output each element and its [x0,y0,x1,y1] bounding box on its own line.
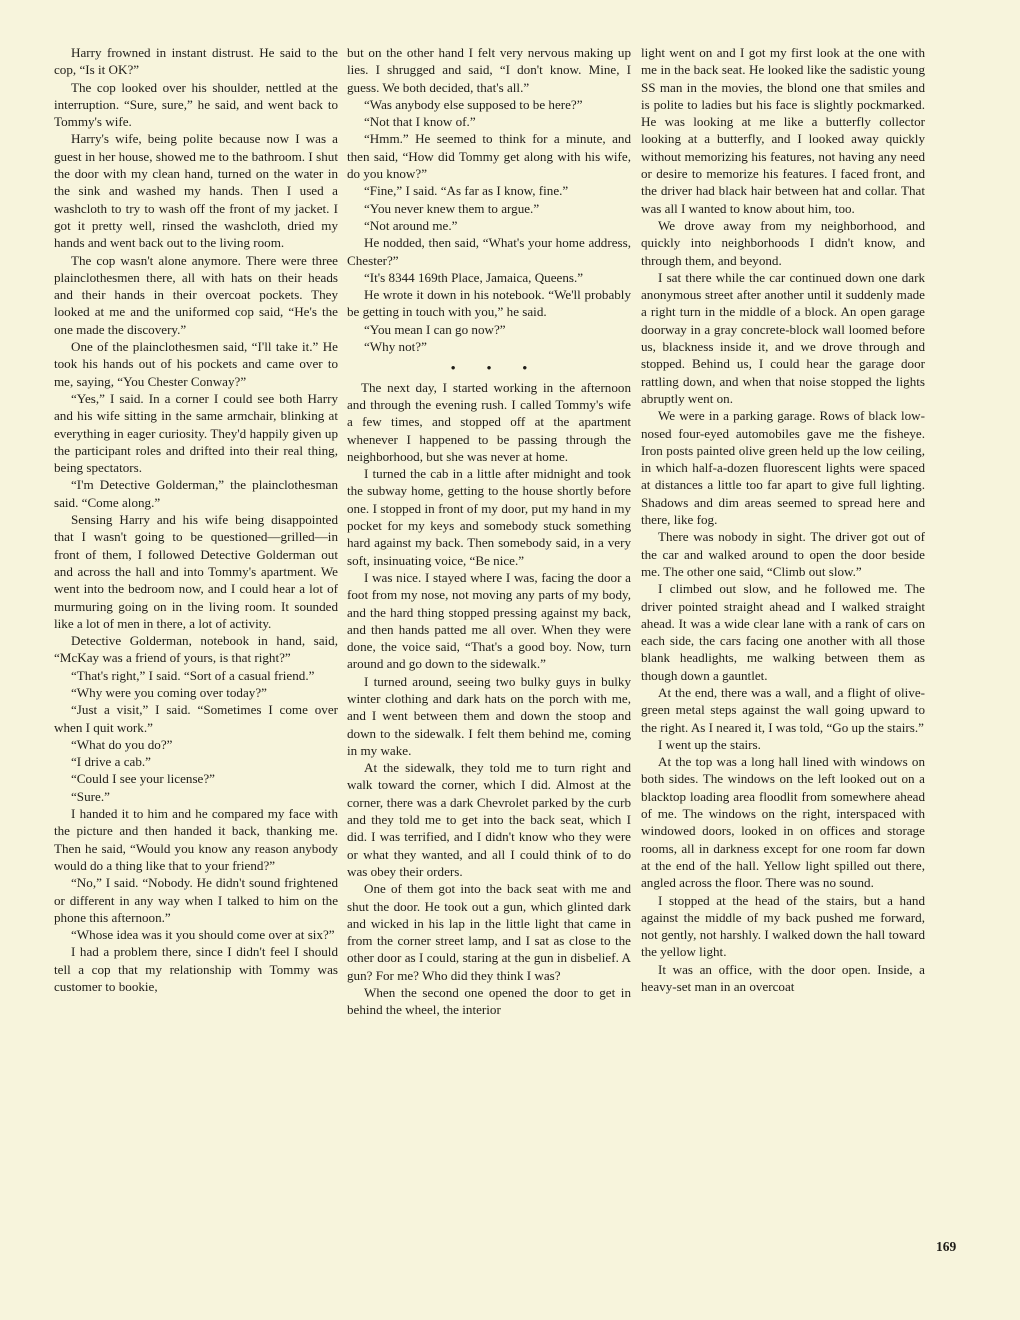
paragraph: He wrote it down in his notebook. “We'll probably be getting in touch with you,” he said. [347,287,631,320]
paragraph: “What do you do?” [71,736,173,752]
paragraph: He nodded, then said, “What's your home address, Chester?” [347,235,631,268]
paragraph: “Just a visit,” I said. “Sometimes I come over when I quit work.” [54,702,338,735]
paragraph: Sensing Harry and his wife being disappointed that I wasn't going to be questioned—grilled—in front of them, I followed Detective Golderman out and across the hall and into Tommy's apartment. We went into the bedroom now, and I could hear a lot of murmuring going on in the living room. It sounded like a lot of men in there, a lot of activity. [54,512,338,631]
text-column-right [641,44,925,995]
paragraph: One of the plainclothesmen said, “I'll take it.” He took his hands out of his pockets and came over to me, saying, “You Chester Conway?” [54,339,338,389]
paragraph: Harry's wife, being polite because now I was a guest in her house, showed me to the bathroom. I shut the door with my clean hand, turned on the water in the sink and washed my hands. Then I used a washcloth to try to wash off the front of my jacket. I got it pretty well, rinsed the washcloth, dried my hands and went back out to the living room. [54,131,338,251]
paragraph: The cop wasn't alone anymore. There were three plainclothesmen there, all with hats on their heads and their hands in their overcoat pockets. They looked at me and the uniformed cop said, “He's the one made the discovery.” [54,252,338,337]
paragraph: “Was anybody else supposed to be here?” [364,96,583,112]
paragraph: Detective Golderman, notebook in hand, said, “McKay was a friend of yours, is that right?” [54,633,338,666]
paragraph: I went up the stairs. [658,736,761,752]
paragraph: I was nice. I stayed where I was, facing the door a foot from my nose, not moving any parts of my body, and the hard thing stopped pressing against my back, and then hands patted me all over. When they were done, the voice said, “That's a good boy. Now, turn around and go down to the sidewalk.” [347,569,631,672]
paragraph: We were in a parking garage. Rows of black low-nosed four-eyed automobiles gave me the fisheye. Iron posts painted olive green held up the low ceiling, in which half-a-dozen fluorescent lights were spaced at distances a little too far apart to give full lighting. Shadows and dim areas seemed to spread here and there, like fog. [641,408,925,528]
paragraph: “You never knew them to argue.” [364,200,540,216]
paragraph: “Whose idea was it you should come over at six?” [71,927,335,943]
page-number: 169 [936,1239,957,1254]
paragraph: “Not around me.” [364,217,458,233]
paragraph: “That's right,” I said. “Sort of a casual friend.” [71,667,315,683]
paragraph: At the top was a long hall lined with windows on both sides. The windows on the left looked out on a blacktop loading area floodlit from somewhere ahead of me. The windows on the right, interspaced with windowed doors, looked in on offices and storage rooms, all in darkness except for one room far down at the end of the hall. Yellow light spilled out there, angled across the floor. There was no sound. [641,754,925,891]
paragraph: light went on and I got my first look at the one with me in the back seat. He looked like the sadistic young SS man in the movies, the blond one that smiles and is polite to ladies but his face is slightly pockmarked. He was looking at me like a butterfly collector looking at a butterfly, and I looked away quickly without memorizing his features, not having any need or desire to memorize his features. I faced front, and the driver had black hair between hat and collar. That was all I wanted to know about him, too. [641,45,925,216]
paragraph: “It's 8344 169th Place, Jamaica, Queens.” [364,269,584,285]
paragraph: I climbed out slow, and he followed me. The driver pointed straight ahead and I walked straight ahead. It was a wide clear lane with a rank of cars on each side, the cars facing one another with all those blank headlights, me walking between them as though down a gauntlet. [641,581,925,683]
paragraph: One of them got into the back seat with me and shut the door. He took out a gun, which glinted dark and wicked in his lap in the little light that came in from the corner street lamp, and I sat as close to the other door as I could, staring at the gun in disbelief. A gun? For me? Who did they think I was? [347,881,631,983]
paragraph: When the second one opened the door to get in behind the wheel, the interior [347,985,631,1018]
section-break: • • • [450,360,542,376]
paragraph: At the end, there was a wall, and a flight of olive-green metal steps against the wall going upward to the right. As I neared it, I was told, “Go up the stairs.” [641,684,925,735]
paragraph: “I'm Detective Golderman,” the plainclothesman said. “Come along.” [54,477,338,510]
paragraph: I stopped at the head of the stairs, but a hand against the middle of my back pushed me forward, not gently, not harshly. I walked down the hall toward the yellow light. [641,892,925,960]
paragraph: “Why were you coming over today?” [71,684,267,700]
paragraph: “Why not?” [364,339,427,355]
paragraph: “Could I see your license?” [71,771,215,787]
paragraph: I sat there while the car continued down one dark anonymous street after another until it suddenly made a right turn in the middle of a block. An open garage doorway in a gray concrete-block wall loomed before us, blackness inside it, and we drove through and stopped. Behind us, I could hear the garage door rattling down, and when that noise stopped the lights abruptly went on. [641,269,925,406]
paragraph: At the sidewalk, they told me to turn right and walk toward the corner, which I did. Almost at the corner, there was a dark Chevrolet parked by the curb and they told me to get into the back seat, which I did. I was terrified, and I didn't know who they were or what they wanted, and all I could think of to do was obey their orders. [347,760,631,879]
paragraph: The next day, I started working in the afternoon and through the evening rush. I called Tommy's wife a few times, and stopped off at the apartment whenever I happened to be passing through the neighborhood, but she was never at home. [347,379,631,464]
paragraph: I handed it to him and he compared my face with the picture and then handed it back, thanking me. Then he said, “Would you know any reason anybody would do a thing like that to your friend?” [54,806,338,873]
paragraph: Harry frowned in instant distrust. He said to the cop, “Is it OK?” [54,45,338,78]
paragraph: It was an office, with the door open. Inside, a heavy-set man in an overcoat [641,961,925,995]
paragraph: “Sure.” [71,788,110,804]
text-column-left [54,44,338,995]
paragraph: The cop looked over his shoulder, nettled at the interruption. “Sure, sure,” he said, and went back to Tommy's wife. [54,79,338,130]
paragraph: I had a problem there, since I didn't feel I should tell a cop that my relationship with Tommy was customer to bookie, [54,944,338,995]
paragraph: We drove away from my neighborhood, and quickly into neighborhoods I didn't know, and through them, and beyond. [641,217,925,268]
paragraph: “You mean I can go now?” [364,321,506,337]
paragraph: “Fine,” I said. “As far as I know, fine.” [364,183,569,199]
paragraph: There was nobody in sight. The driver got out of the car and walked around to open the door beside me. The other one said, “Climb out slow.” [641,529,925,579]
paragraph: but on the other hand I felt very nervous making up lies. I shrugged and said, “I don't know. Mine, I guess. We both decided, that's all.” [347,45,631,95]
paragraph: “Hmm.” He seemed to think for a minute, and then said, “How did Tommy get along with his wife, do you know?” [347,131,631,182]
paragraph: “No,” I said. “Nobody. He didn't sound frightened or different in any way when I talked to him on the phone this afternoon.” [54,875,338,925]
paragraph: “I drive a cab.” [71,754,151,770]
paragraph: “Not that I know of.” [364,114,476,130]
paragraph: “Yes,” I said. In a corner I could see both Harry and his wife sitting in the same armchair, blinking at everything in eager curiosity. They'd happily given up the participant roles and drifted into their real thing, being spectators. [54,390,338,476]
paragraph: I turned around, seeing two bulky guys in bulky winter clothing and dark hats on the porch with me, and I went between them and down the stoop and down to the sidewalk. I felt them behind me, coming in my wake. [347,673,631,758]
text-column-middle [347,44,631,1019]
paragraph: I turned the cab in a little after midnight and took the subway home, getting to the house shortly before one. I stopped in front of my door, put my hand in my pocket for my keys and somebody stuck something hard against my back. Then somebody said, in a very soft, insinuating voice, “Be nice.” [347,466,631,568]
